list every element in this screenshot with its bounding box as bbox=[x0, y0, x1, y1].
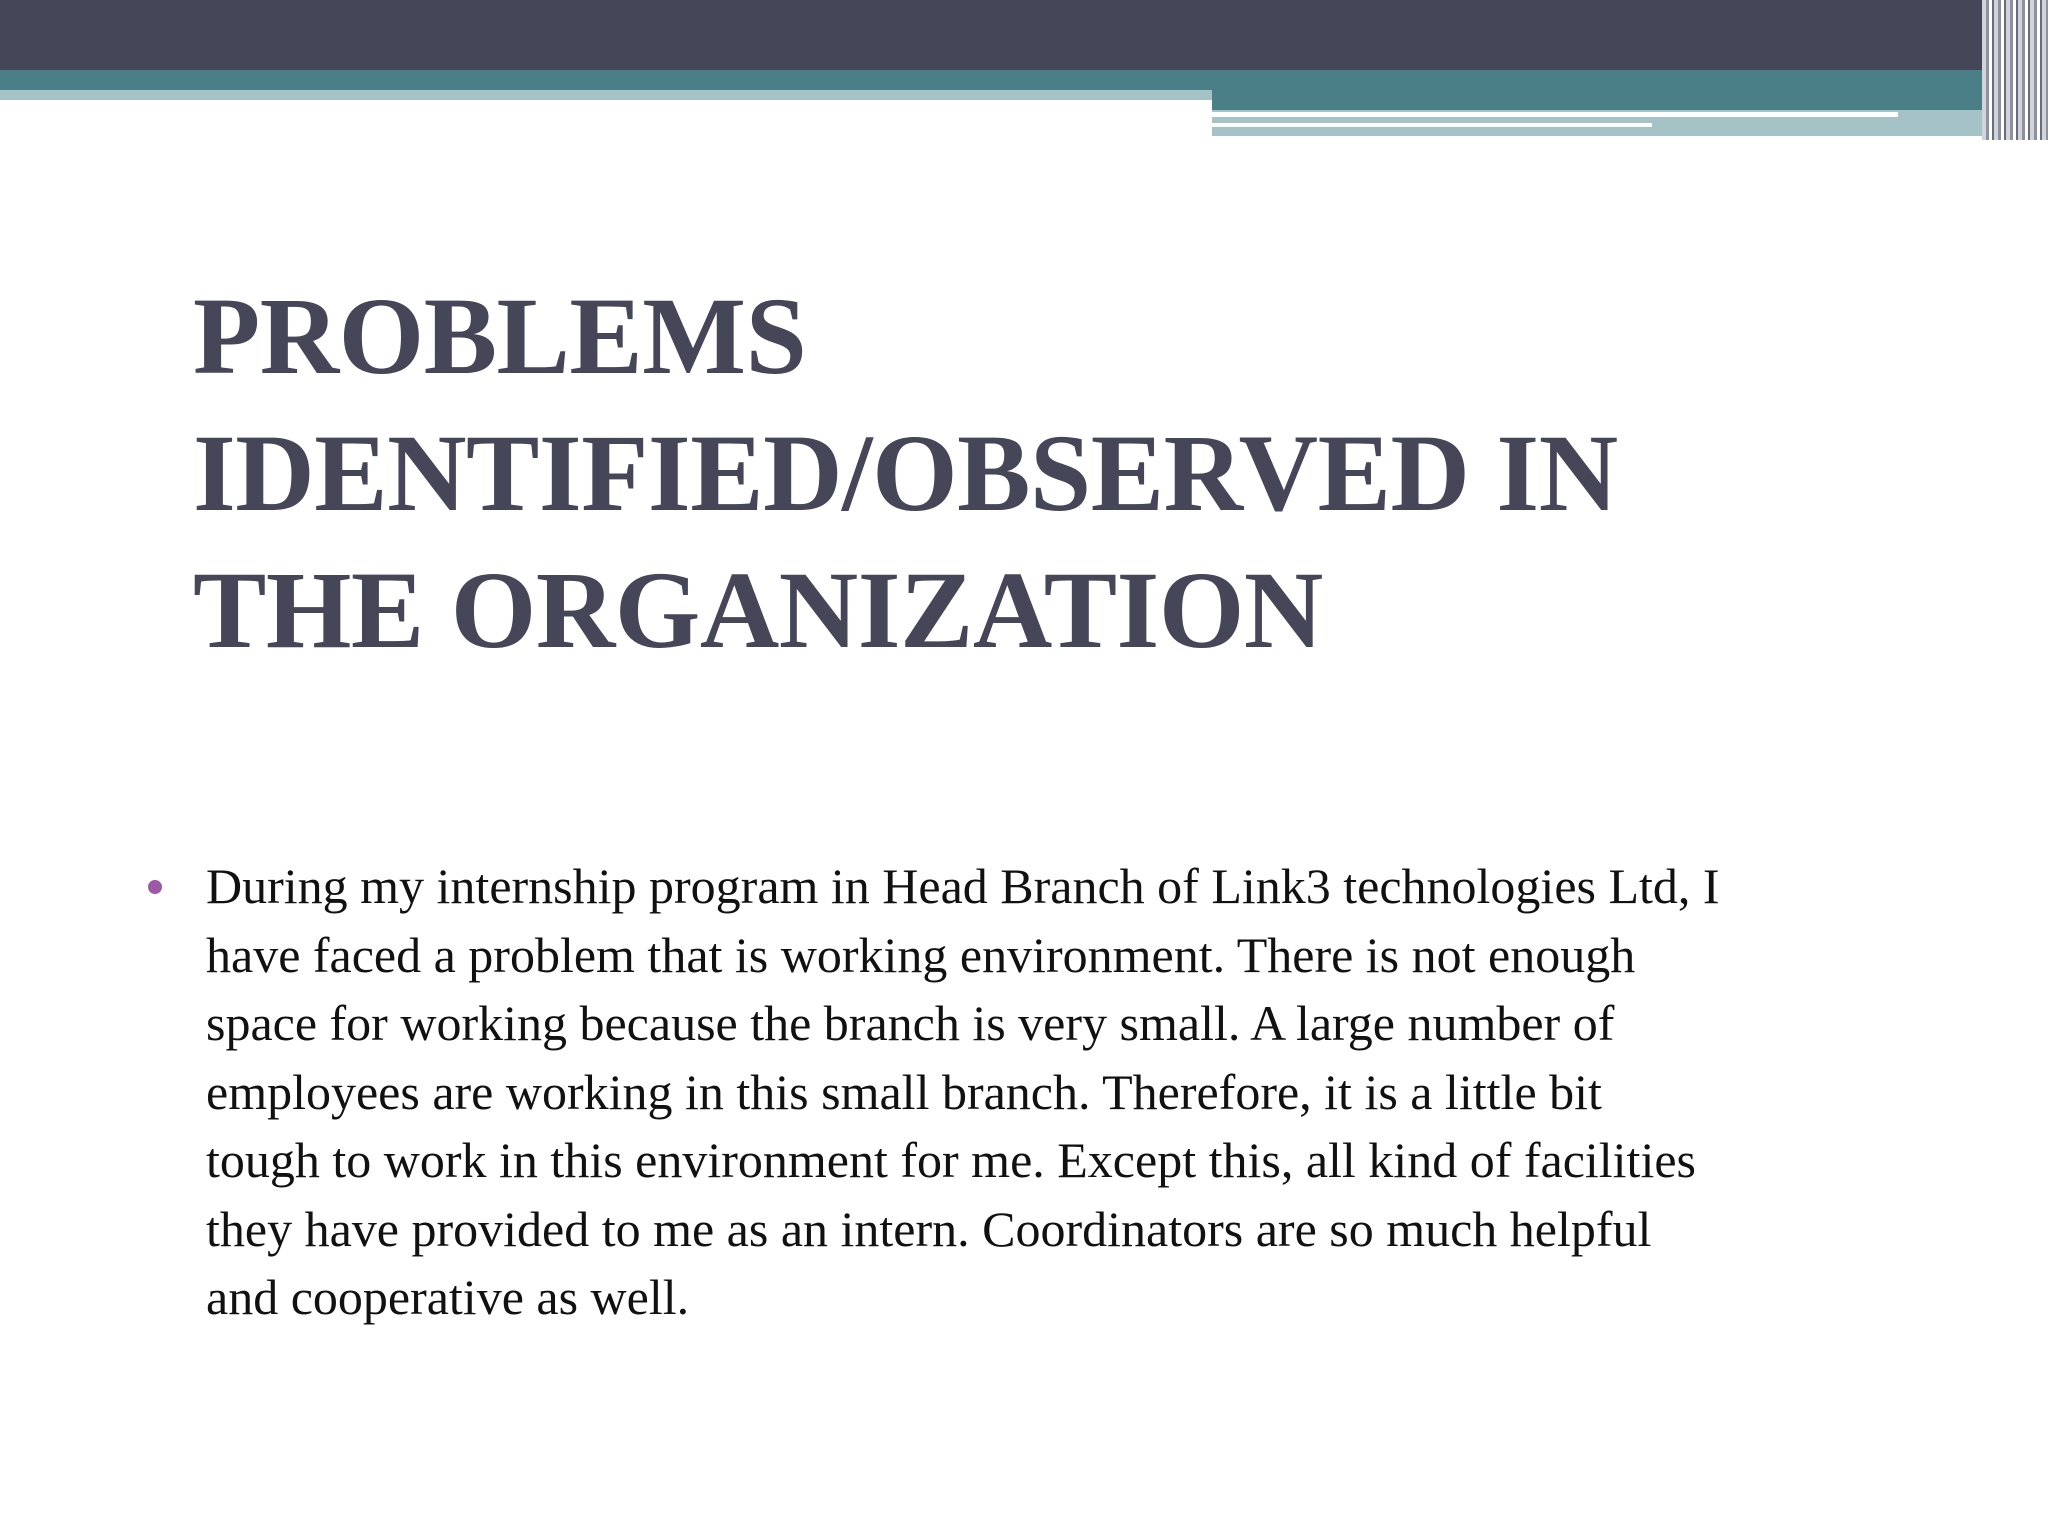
header-teal-bar bbox=[0, 70, 2048, 90]
bullet-dot-icon bbox=[148, 880, 162, 894]
header-accent-line bbox=[1212, 112, 1898, 117]
bullet-text-line: space for working because the branch is very small. A large number of bbox=[206, 995, 1615, 1051]
header-accent-line-short bbox=[1212, 123, 1652, 127]
header-light-bar-left bbox=[0, 90, 1212, 100]
bullet-item bbox=[148, 852, 1948, 1332]
bullet-text-line: employees are working in this small branch. Therefore, it is a little bit bbox=[206, 1063, 1602, 1120]
title-line: THE ORGANIZATION bbox=[193, 549, 1323, 671]
bullet-text-line: they have provided to me as an intern. Coordinators are so much helpful bbox=[206, 1200, 1652, 1257]
bullet-list bbox=[148, 852, 1948, 1332]
header-stripes bbox=[1982, 0, 2048, 140]
bullet-text-line: and cooperative as well. bbox=[206, 1269, 690, 1325]
header-teal-bar-right bbox=[1212, 90, 2048, 110]
slide-title bbox=[193, 268, 1853, 679]
title-line: IDENTIFIED/OBSERVED IN bbox=[193, 412, 1618, 534]
header-dark-bar bbox=[0, 0, 2048, 70]
bullet-text-line: have faced a problem that is working environment. There is not enough bbox=[206, 926, 1636, 983]
bullet-text-line: During my internship program in Head Branch of Link3 technologies Ltd, I bbox=[206, 858, 1720, 914]
title-line: PROBLEMS bbox=[193, 275, 807, 397]
bullet-text-line: tough to work in this environment for me. Except this, all kind of facilities bbox=[206, 1132, 1696, 1188]
